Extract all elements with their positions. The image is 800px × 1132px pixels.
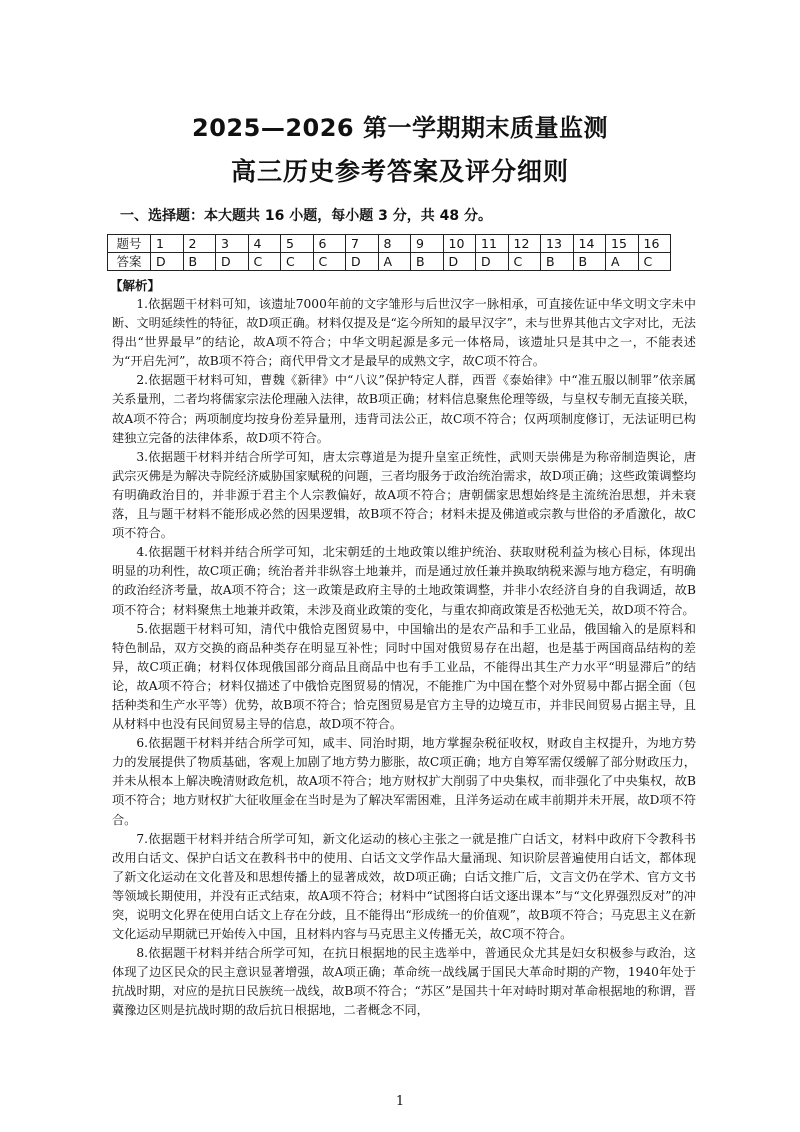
analysis-paragraph-5: 5.依据题干材料可知，清代中俄恰克图贸易中，中国输出的是农产品和手工业品，俄国输入的是原料和特色制品，双方交换的商品种类存在明显互补性；同时中国对俄贸易存在出超，也是基于两国商品结构的差异，故C项正确；材料仅体现俄国部分商品且商品中也有手工业品，不能得出其生产力水平“明显滞后”的结论，故A项不符合；材料仅描述了中俄恰克图贸易的情况，不能推广为中国在整个对外贸易中都占据全面（包括种类和生产水平等）优势，故B项不符合；恰克图贸易是官方主导的边境互市，并非民间贸易占据主导，且从材料中也没有民间贸易主导的信息，故D项不符合。 [112, 621, 696, 732]
question-number-cell: 6 [313, 235, 346, 253]
analysis-body [112, 295, 696, 1021]
page-number: 1 [395, 1094, 405, 1109]
question-number-cell: 9 [411, 235, 444, 253]
question-number-cell: 4 [248, 235, 281, 253]
question-number-cell: 3 [216, 235, 249, 253]
question-number-cell: 16 [638, 235, 671, 253]
answer-cell: C [281, 253, 314, 271]
section-heading: 一、选择题：本大题共 16 小题，每小题 3 分，共 48 分。 [120, 208, 492, 224]
row-label-answer: 答案 [108, 253, 151, 271]
analysis-paragraph-1: 1.依据题干材料可知，该遗址7000年前的文字雏形与后世汉字一脉相承，可直接佐证中华文明文字未中断、文明延续性的特征，故D项正确。材料仅提及是“迄今所知的最早汉字”，未与世界其他古文字对比，无法得出“世界最早”的结论，故A项不符合；中华文明起源是多元一体格局，该遗址只是其中之一，不能表述为“开启先河”，故B项不符合；商代甲骨文才是最早的成熟文字，故C项不符合。 [112, 297, 696, 369]
answer-cell: C [508, 253, 541, 271]
document-subtitle: 高三历史参考答案及评分细则 [230, 157, 569, 186]
analysis-paragraph-7: 7.依据题干材料并结合所学可知，新文化运动的核心主张之一就是推广白话文，材料中政府下令教科书改用白话文、保护白话文在教科书中的使用、白话文文学作品大量涌现、知识阶层普遍使用白话文，都体现了新文化运动在文化普及和思想传播上的显著成效，故D项正确；白话文推广后，文言文仍在学术、官方文书等领域长期使用，并没有正式结束，故A项不符合；材料中“试图将白话文逐出课本”与“文化界强烈反对”的冲突，说明文化界在使用白话文上存在分歧，且不能得出“形成统一的价值观”，故B项不符合；马克思主义在新文化运动早期就已开始传入中国，且材料内容与马克思主义传播无关，故C项不符合。 [112, 831, 696, 942]
answer-cell: D [476, 253, 509, 271]
answer-cell: B [411, 253, 444, 271]
question-number-cell: 2 [183, 235, 216, 253]
answer-table [107, 234, 671, 271]
question-number-cell: 5 [281, 235, 314, 253]
answer-cell: D [346, 253, 379, 271]
answer-cell: A [378, 253, 411, 271]
answer-cell: C [638, 253, 671, 271]
answer-cell: D [443, 253, 476, 271]
analysis-paragraph-4: 4.依据题干材料并结合所学可知，北宋朝廷的土地政策以维护统治、获取财税利益为核心目标，体现出明显的功利性，故C项正确；统治者并非纵容土地兼并，而是通过放任兼并换取纳税来源与地方稳定，有明确的政治经济考量，故A项不符合；这一政策是政府主导的土地政策调整，并非小农经济自身的自我调适，故B项不符合；材料聚焦土地兼并政策，未涉及商业政策的变化，与重农抑商政策是否松弛无关，故D项不符合。 [112, 545, 696, 617]
answer-cell: B [541, 253, 574, 271]
row-label-number: 题号 [108, 235, 151, 253]
question-number-cell: 8 [378, 235, 411, 253]
question-number-cell: 15 [606, 235, 639, 253]
analysis-paragraph-8: 8.依据题干材料并结合所学可知，在抗日根据地的民主选举中，普通民众尤其是妇女积极参与政治，这体现了边区民众的民主意识显著增强，故A项正确；革命统一战线属于国民大革命时期的产物，1940年处于抗战时期，对应的是抗日民族统一战线，故B项不符合；“苏区”是国共十年对峙时期对革命根据地的称谓，晋冀豫边区则是抗战时期的敌后抗日根据地，二者概念不同， [112, 946, 696, 1018]
answer-cell: C [248, 253, 281, 271]
answer-row [108, 253, 671, 271]
answer-cell: B [183, 253, 216, 271]
question-number-cell: 14 [573, 235, 606, 253]
answer-cell: D [151, 253, 184, 271]
answer-cell: A [606, 253, 639, 271]
analysis-paragraph-3: 3.依据题干材料并结合所学可知，唐太宗尊道是为提升皇室正统性，武则天崇佛是为称帝制造舆论，唐武宗灭佛是为解决寺院经济威胁国家赋税的问题，三者均服务于政治统治需求，故D项正确；这些政策调整均有明确政治目的，并非源于君主个人宗教偏好，故A项不符合；唐朝儒家思想始终是主流统治思想，并未衰落，且与题干材料不能形成必然的因果逻辑，故B项不符合；材料未提及佛道或宗教与世俗的矛盾激化，故C项不符合。 [112, 449, 696, 541]
question-number-cell: 10 [443, 235, 476, 253]
document-title: 2025—2026 第一学期期末质量监测 [192, 114, 608, 142]
question-number-cell: 11 [476, 235, 509, 253]
analysis-paragraph-2: 2.依据题干材料可知，曹魏《新律》中“八议”保护特定人群，西晋《泰始律》中“准五服以制罪”依亲属关系量刑，二者均将儒家宗法伦理融入法律，故B项正确；材料信息聚焦伦理等级，与皇权专制无直接关联，故A项不符合；两项制度均按身份差异量刑，违背司法公正，故C项不符合；仅两项制度修订，无法证明已构建独立完备的法律体系，故D项不符合。 [112, 373, 696, 445]
answer-cell: D [216, 253, 249, 271]
question-number-cell: 13 [541, 235, 574, 253]
answer-cell: C [313, 253, 346, 271]
question-number-cell: 12 [508, 235, 541, 253]
question-number-row [108, 235, 671, 253]
analysis-label: 【解析】 [110, 278, 161, 293]
analysis-paragraph-6: 6.依据题干材料并结合所学可知，咸丰、同治时期，地方掌握杂税征收权，财政自主权提升，为地方势力的发展提供了物质基础，客观上加剧了地方势力膨胀，故C项正确；地方自筹军需仅缓解了部分财政压力，并未从根本上解决晚清财政危机，故A项不符合；地方财权扩大削弱了中央集权，而非强化了中央集权，故B项不符合；地方财权扩大征收厘金在当时是为了解决军需困难，且洋务运动在咸丰前期并未开展，故D项不符合。 [112, 736, 696, 827]
question-number-cell: 7 [346, 235, 379, 253]
answer-cell: B [573, 253, 606, 271]
question-number-cell: 1 [151, 235, 184, 253]
